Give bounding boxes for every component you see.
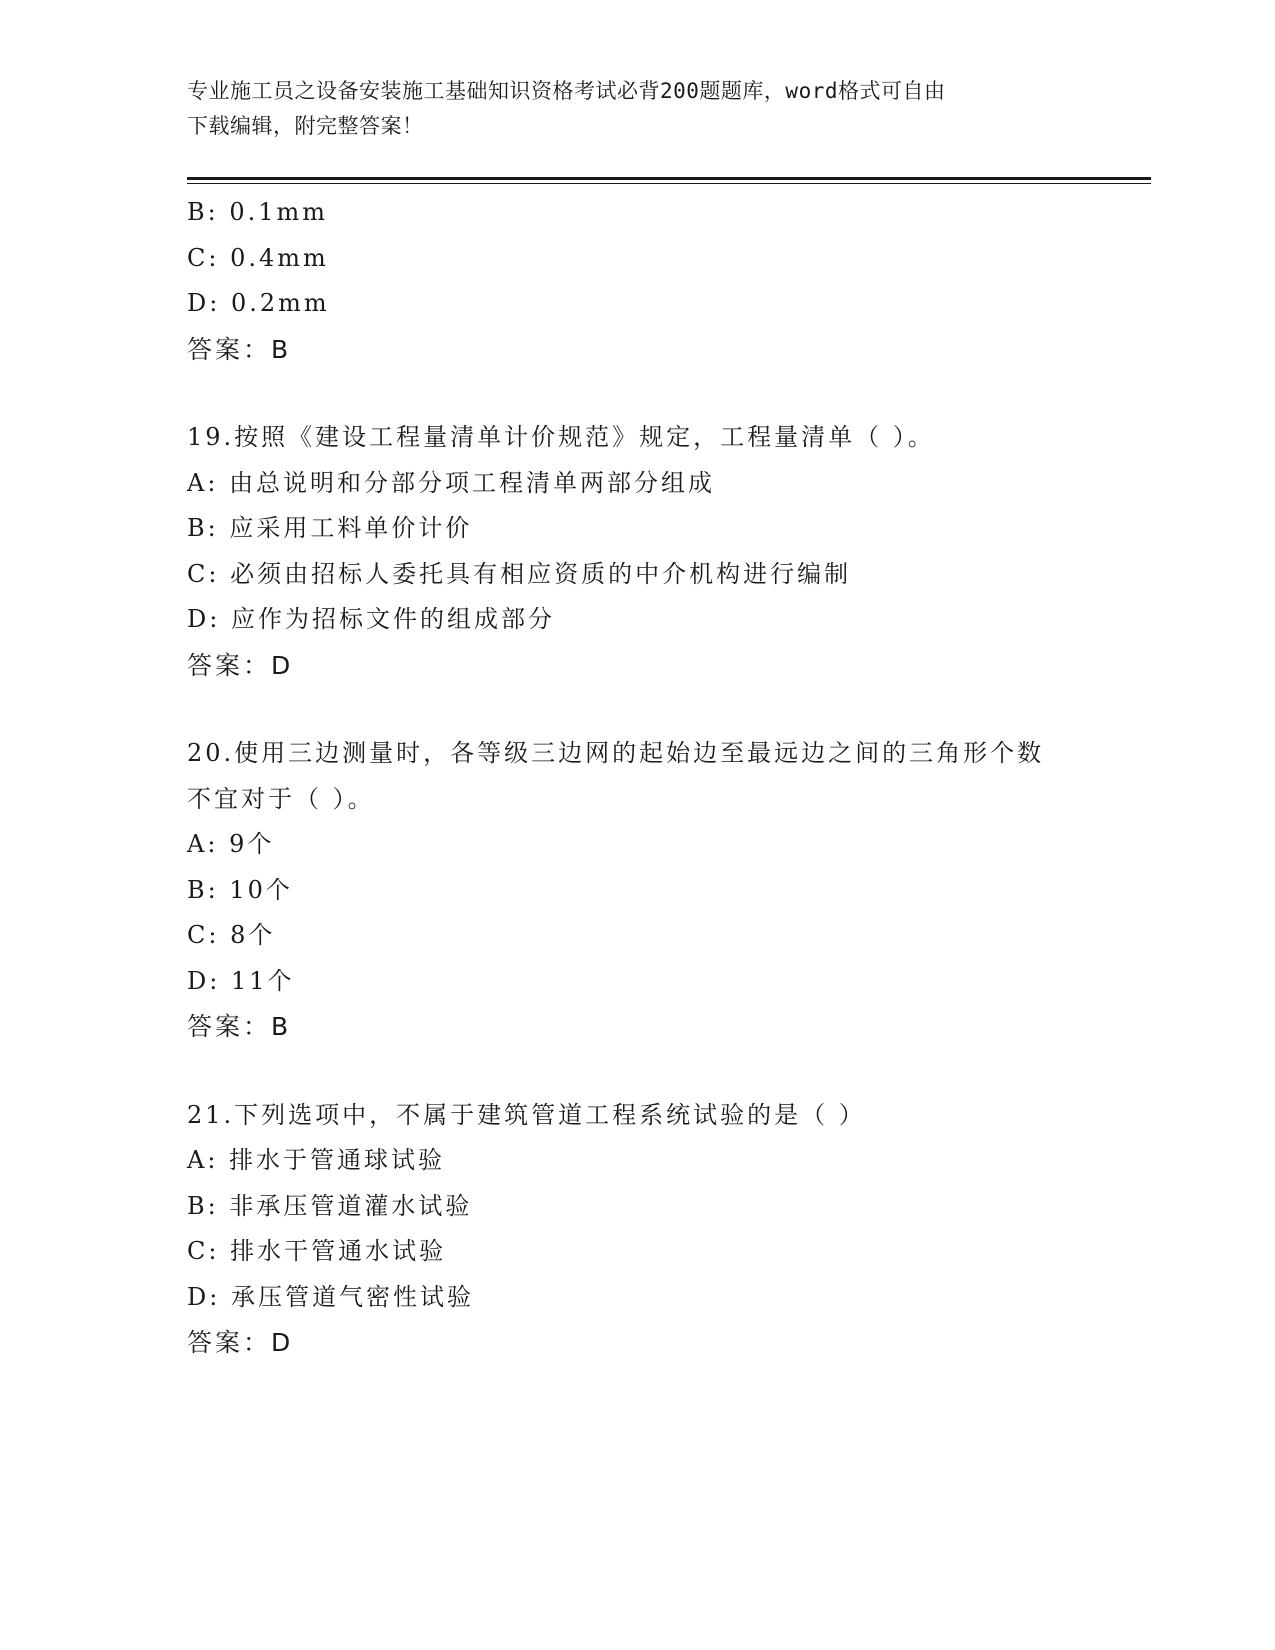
header-rule-thick: [187, 177, 1151, 180]
option-text: 9个: [229, 830, 275, 858]
answer-label: 答案：: [187, 650, 272, 680]
answer-value: D: [271, 1328, 294, 1357]
option-label: C:: [187, 243, 220, 272]
question-block-21: [187, 1093, 1087, 1366]
document-header: [187, 74, 1067, 144]
option-label: B:: [187, 875, 219, 904]
option-text: 0.1mm: [229, 198, 329, 226]
option-label: A:: [187, 1146, 219, 1174]
option-label: D:: [187, 966, 221, 995]
question-list: [187, 190, 1087, 1366]
answer-line: [187, 327, 1087, 373]
option-a: [187, 822, 1087, 868]
spacer: [187, 372, 1087, 415]
option-text: 必须由招标人委托具有相应资质的中介机构进行编制: [230, 559, 852, 588]
option-text: 0.4mm: [230, 243, 329, 272]
option-b: [187, 1184, 1087, 1230]
question-text: 下列选项中，不属于建筑管道工程系统试验的是（ ）: [234, 1100, 866, 1129]
option-label: B:: [187, 198, 219, 226]
question-number: 21.: [187, 1100, 235, 1129]
option-label: D:: [187, 1282, 221, 1311]
option-text: 11个: [230, 966, 295, 995]
option-label: A:: [187, 468, 219, 497]
option-a: [187, 1138, 1087, 1184]
option-d: [187, 281, 1087, 327]
spacer: [187, 688, 1087, 731]
option-c: [187, 1229, 1087, 1275]
option-text: 8个: [230, 921, 276, 949]
answer-line: [187, 1320, 1087, 1366]
option-a: [187, 461, 1087, 507]
option-label: A:: [187, 830, 219, 858]
option-text: 排水于管通球试验: [229, 1146, 446, 1174]
question-block-20: [187, 731, 1087, 1050]
header-rule-thin: [187, 183, 1151, 184]
question-text: 使用三边测量时，各等级三边网的起始边至最远边之间的三角形个数不宜对于（ ）。: [187, 739, 1045, 813]
answer-value: D: [271, 650, 294, 680]
answer-label: 答案：: [187, 334, 272, 364]
option-b: [187, 190, 1087, 236]
option-text: 应采用工料单价计价: [229, 514, 473, 542]
question-number: 19.: [187, 423, 235, 451]
option-text: 承压管道气密性试验: [230, 1282, 474, 1311]
option-text: 应作为招标文件的组成部分: [230, 605, 555, 633]
option-c: [187, 236, 1087, 282]
option-label: C:: [187, 921, 220, 949]
question-number: 20.: [187, 739, 235, 767]
answer-label: 答案：: [187, 1012, 272, 1041]
option-text: 0.2mm: [230, 289, 330, 317]
option-c: [187, 552, 1087, 598]
question-text: 按照《建设工程量清单计价规范》规定，工程量清单（ ）。: [234, 423, 935, 451]
option-d: [187, 1275, 1087, 1321]
question-stem: [187, 1093, 1087, 1139]
spacer: [187, 1050, 1087, 1093]
question-stem: [187, 415, 1087, 461]
answer-label: 答案：: [187, 1328, 272, 1357]
answer-value: B: [271, 334, 292, 364]
option-text: 10个: [229, 875, 293, 904]
header-title-line-1: 专业施工员之设备安装施工基础知识资格考试必背200题题库，word格式可自由: [187, 79, 946, 103]
option-d: [187, 597, 1087, 643]
answer-line: [187, 1004, 1087, 1050]
option-label: B:: [187, 1191, 219, 1220]
option-d: [187, 959, 1087, 1005]
answer-line: [187, 643, 1087, 689]
option-c: [187, 913, 1087, 959]
option-text: 排水干管通水试验: [230, 1237, 447, 1265]
question-block-19: [187, 415, 1087, 688]
option-label: C:: [187, 559, 220, 588]
option-label: B:: [187, 514, 219, 542]
question-stem: [187, 731, 1067, 822]
answer-value: B: [271, 1012, 292, 1041]
option-b: [187, 868, 1087, 914]
option-label: D:: [187, 289, 221, 317]
option-label: D:: [187, 605, 221, 633]
option-text: 非承压管道灌水试验: [229, 1191, 473, 1220]
question-block-18-tail: [187, 190, 1087, 372]
option-text: 由总说明和分部分项工程清单两部分组成: [229, 468, 716, 497]
option-b: [187, 506, 1087, 552]
header-title-line-2: 下载编辑，附完整答案！: [187, 114, 424, 138]
option-label: C:: [187, 1237, 220, 1265]
